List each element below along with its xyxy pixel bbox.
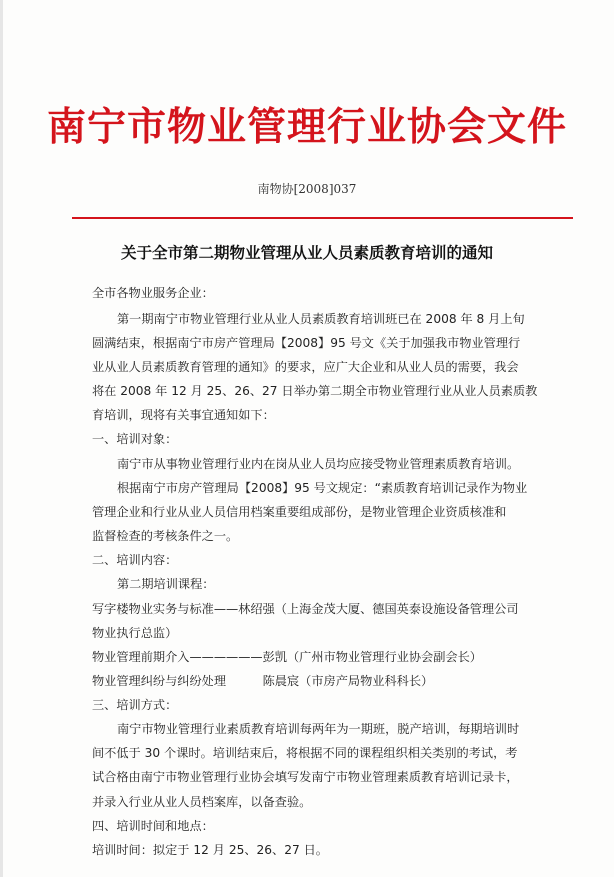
body-line: 圆满结束，根据南宁市房产管理局【2008】95 号文《关于加强我市物业管理行: [92, 336, 521, 350]
body-line: 四、培训时间和地点：: [92, 819, 214, 833]
body-line: 物业执行总监）: [92, 626, 178, 640]
body-line: 南宁市从事物业管理行业内在岗从业人员均应接受物业管理素质教育培训。: [117, 457, 520, 471]
body-line: 第一期南宁市物业管理行业从业人员素质教育培训班已在 2008 年 8 月上旬: [117, 312, 525, 326]
body-line: 三、培训方式：: [92, 698, 178, 712]
notice-title: 关于全市第二期物业管理从业人员素质教育培训的通知: [120, 244, 493, 262]
body-line: 管理企业和行业从业人员信用档案重要组成部份，是物业管理企业资质核准和: [92, 505, 507, 519]
document-number: 南物协[2008]037: [257, 182, 357, 196]
body-line: 写字楼物业实务与标准——林绍强（上海金茂大厦、德国英泰设施设备管理公司: [92, 602, 519, 616]
body-line: 育培训，现将有关事宜通知如下：: [92, 408, 275, 422]
issuer-header: 南宁市物业管理行业协会文件: [46, 104, 567, 150]
red-divider-line: [72, 217, 573, 219]
body-line: 第二期培训课程：: [117, 577, 215, 591]
body-line: 试合格由南宁市物业管理行业协会填写发南宁市物业管理素质教育培训记录卡，: [92, 770, 519, 784]
body-line: 将在 2008 年 12 月 25、26、27 日举办第二期全市物业管理行业从业人员素质教: [92, 384, 538, 398]
body-line: 全市各物业服务企业：: [92, 286, 214, 300]
body-line: 物业管理纠纷与纠纷处理 陈晨宸（市房产局物业科科长）: [92, 674, 434, 688]
body-line: 物业管理前期介入——————彭凯（广州市物业管理行业协会副会长）: [92, 650, 482, 664]
body-line: 一、培训对象：: [92, 432, 178, 446]
body-line: 间不低于 30 个课时。培训结束后，将根据不同的课程组织相关类别的考试，考: [92, 746, 518, 760]
body-line: 南宁市物业管理行业素质教育培训每两年为一期班，脱产培训，每期培训时: [117, 722, 520, 736]
body-line: 并录入行业从业人员档案库，以备查验。: [92, 795, 312, 809]
body-line: 业从业人员素质教育管理的通知》的要求，应广大企业和从业人员的需要，我会: [92, 360, 519, 374]
body-line: 二、培训内容：: [92, 553, 178, 567]
body-line: 根据南宁市房产管理局【2008】95 号文规定：“素质教育培训记录作为物业: [117, 481, 528, 495]
body-line: 监督检查的考核条件之一。: [92, 529, 239, 543]
body-line: 培训时间：拟定于 12 月 25、26、27 日。: [92, 843, 328, 857]
